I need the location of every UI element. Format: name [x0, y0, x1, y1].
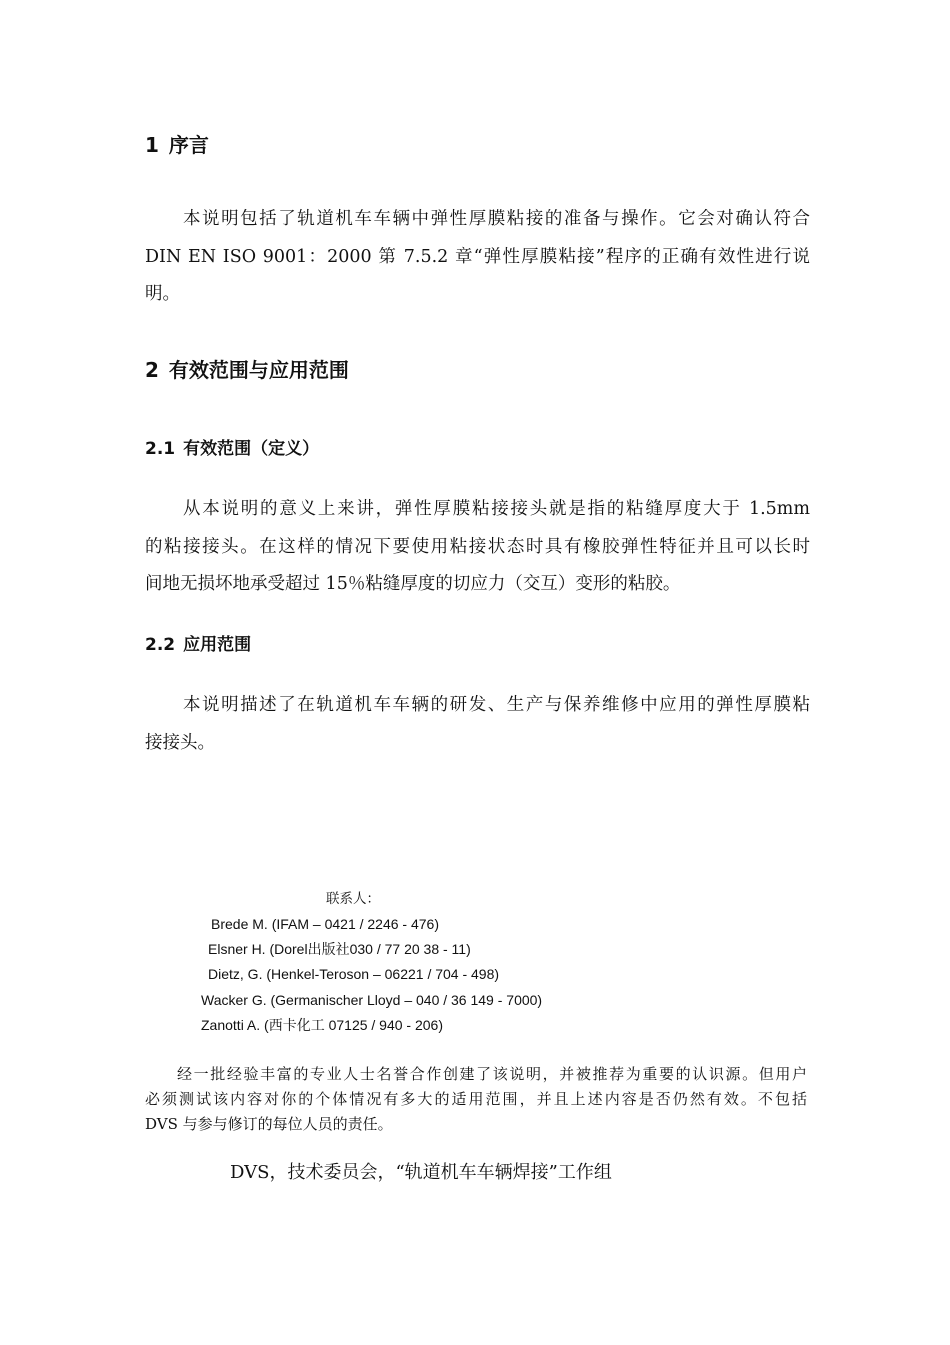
contact-entry: Zanotti A. (西卡化工 07125 / 940 - 206) — [201, 1017, 444, 1033]
contact-entry: Brede M. (IFAM – 0421 / 2246 - 476) — [211, 916, 440, 932]
section-1-number: 1 — [145, 133, 159, 157]
paragraph-line: 本说明描述了在轨道机车车辆的研发、生产与保养维修中应用的弹性厚膜粘 — [183, 695, 810, 715]
section-2-1-number: 2.1 — [145, 439, 176, 459]
section-2-1-paragraph — [145, 491, 810, 604]
paragraph-line: DIN EN ISO 9001：2000 第 7.5.2 章“弹性厚膜粘接”程序的正确有效性进行说 — [145, 246, 810, 267]
paragraph-line: 从本说明的意义上来讲，弹性厚膜粘接接头就是指的粘缝厚度大于 1.5mm — [183, 499, 810, 519]
paragraph-line: 本说明包括了轨道机车车辆中弹性厚膜粘接的准备与操作。它会对确认符合 — [183, 209, 810, 229]
section-2-2-number: 2.2 — [145, 635, 176, 655]
section-2-1-heading — [145, 438, 319, 460]
paragraph-line: 接接头。 — [145, 732, 215, 753]
section-2-2-title: 应用范围 — [183, 635, 252, 655]
working-group-footer: DVS，技术委员会，“轨道机车车辆焊接”工作组 — [230, 1162, 612, 1183]
contacts-title: 联系人： — [326, 891, 380, 907]
section-2-heading — [145, 358, 349, 382]
paragraph-line: 明。 — [145, 284, 180, 304]
section-1-heading — [145, 133, 209, 157]
disclaimer-line: 必须测试该内容对你的个体情况有多大的适用范围，并且上述内容是否仍然有效。不包括 — [145, 1090, 807, 1108]
section-2-1-title: 有效范围（定义） — [183, 439, 320, 459]
section-1-paragraph — [145, 201, 810, 314]
disclaimer-paragraph — [145, 1062, 807, 1137]
section-1-title: 序言 — [168, 133, 209, 157]
disclaimer-line: 经一批经验丰富的专业人士名誉合作创建了该说明，并被推荐为重要的认识源。但用户 — [177, 1065, 807, 1083]
section-2-2-heading — [145, 634, 251, 656]
contact-entry: Dietz, G. (Henkel-Teroson – 06221 / 704 - 498) — [208, 966, 500, 982]
disclaimer-line: DVS 与参与修订的每位人员的责任。 — [145, 1115, 393, 1133]
contact-entry: Wacker G. (Germanischer Lloyd – 040 / 36 149 - 7000) — [201, 992, 543, 1008]
paragraph-line: 的粘接接头。在这样的情况下要使用粘接状态时具有橡胶弹性特征并且可以长时 — [145, 536, 810, 557]
paragraph-line: 间地无损坏地承受超过 15％粘缝厚度的切应力（交互）变形的粘胶。 — [145, 574, 681, 594]
section-2-title: 有效范围与应用范围 — [168, 358, 349, 382]
contact-entry: Elsner H. (Dorel出版社030 / 77 20 38 - 11) — [208, 941, 471, 957]
section-2-number: 2 — [145, 358, 159, 382]
section-2-2-paragraph — [145, 687, 810, 762]
